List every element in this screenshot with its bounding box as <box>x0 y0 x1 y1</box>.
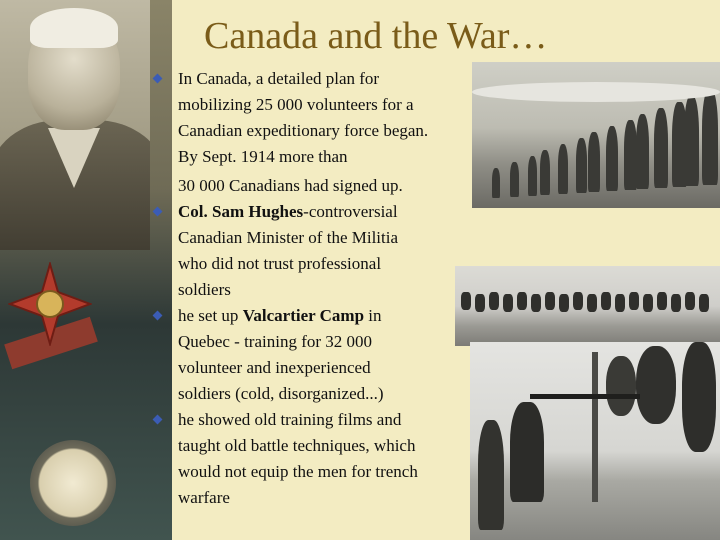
soldier-silhouette <box>654 108 668 188</box>
bayonet-scene-silhouette <box>592 352 598 502</box>
bullet-item <box>150 199 470 303</box>
horse-silhouette <box>601 292 611 310</box>
portrait-photo <box>0 0 150 250</box>
soldier-silhouette <box>636 114 649 189</box>
bullet-line <box>178 303 470 329</box>
bullet-text: Canadian expeditionary force began. <box>178 121 429 140</box>
horse-silhouette <box>699 294 709 312</box>
soldier-silhouette <box>576 138 587 193</box>
bullet-line <box>178 251 470 277</box>
bullet-text: -controversial <box>303 202 398 221</box>
bayonet-scene-silhouette <box>636 346 676 424</box>
compass-image <box>30 440 116 526</box>
soldier-silhouette <box>624 120 637 190</box>
soldier-silhouette <box>510 162 519 197</box>
horse-silhouette <box>587 294 597 312</box>
horse-silhouette <box>489 292 499 310</box>
bullet-text: Quebec - training for 32 000 <box>178 332 373 351</box>
bullet-item <box>150 303 470 407</box>
soldier-silhouette <box>606 126 618 191</box>
bullet-text: In Canada, a detailed plan for <box>178 69 380 88</box>
bullet-line <box>178 381 470 407</box>
horse-silhouette <box>503 294 513 312</box>
bullet-text: would not equip the men for trench <box>178 462 418 481</box>
horse-silhouette <box>461 292 471 310</box>
bullet-text: soldiers <box>178 280 231 299</box>
bullet-line <box>178 225 470 251</box>
diamond-bullet-icon <box>153 311 163 321</box>
bullet-bold-text: Valcartier Camp <box>242 306 365 325</box>
medal-image <box>8 262 92 346</box>
horse-silhouette <box>545 292 555 310</box>
bullet-text: mobilizing 25 000 volunteers for a <box>178 95 414 114</box>
soldier-silhouette <box>684 96 699 186</box>
horse-silhouette <box>573 292 583 310</box>
bullet-text: soldiers (cold, disorganized...) <box>178 384 384 403</box>
bullet-line <box>178 199 470 225</box>
horse-silhouette <box>671 294 681 312</box>
bullet-text: By Sept. 1914 more than <box>178 147 348 166</box>
bayonet-training-photo <box>470 342 720 540</box>
diamond-bullet-icon <box>153 415 163 425</box>
soldier-silhouette <box>558 144 568 194</box>
bullet-line <box>178 459 470 485</box>
horse-silhouette <box>629 292 639 310</box>
left-decorative-strip <box>0 0 172 540</box>
soldier-silhouette <box>540 150 550 195</box>
slide-title: Canada and the War… <box>204 15 548 57</box>
soldier-silhouette <box>702 90 718 185</box>
bullet-line <box>178 277 470 303</box>
bullet-item <box>150 407 470 511</box>
bullet-text: volunteer and inexperienced <box>178 358 371 377</box>
bullet-line <box>178 433 470 459</box>
bullet-line <box>178 355 470 381</box>
bayonet-scene-silhouette <box>682 342 716 452</box>
cavalry-camp-photo <box>455 266 720 346</box>
bullet-line <box>178 173 470 199</box>
bullet-text: he set up <box>178 306 243 325</box>
bullet-text: he showed old training films and <box>178 410 402 429</box>
horse-silhouette <box>475 294 485 312</box>
horse-silhouette <box>685 292 695 310</box>
bullet-line <box>178 66 470 92</box>
bullet-text: 30 000 Canadians had signed up. <box>178 176 403 195</box>
diamond-bullet-icon <box>153 74 163 84</box>
bullet-text: taught old battle techniques, which <box>178 436 416 455</box>
bullet-text: warfare <box>178 488 230 507</box>
marching-soldiers-photo <box>472 62 720 208</box>
soldier-silhouette <box>492 168 500 198</box>
bullet-line <box>178 144 470 170</box>
bullet-text: Canadian Minister of the Militia <box>178 228 399 247</box>
tent-silhouette <box>472 82 720 102</box>
horse-silhouette <box>531 294 541 312</box>
bayonet-scene-silhouette <box>510 402 544 502</box>
bullet-line <box>178 92 470 118</box>
bullet-list <box>150 66 470 511</box>
bullet-text: in <box>364 306 382 325</box>
horse-silhouette <box>517 292 527 310</box>
bullet-line <box>178 485 470 511</box>
bayonet-scene-silhouette <box>606 356 636 416</box>
bayonet-scene-silhouette <box>530 394 640 399</box>
bullet-line <box>178 407 470 433</box>
soldier-silhouette <box>588 132 600 192</box>
soldier-silhouette <box>528 156 537 196</box>
horse-silhouette <box>615 294 625 312</box>
horse-silhouette <box>559 294 569 312</box>
bullet-line <box>178 118 470 144</box>
bullet-line <box>178 329 470 355</box>
bullet-bold-text: Col. Sam Hughes <box>178 202 304 221</box>
bullet-item <box>150 66 470 199</box>
bayonet-scene-silhouette <box>478 420 504 530</box>
bullet-text: who did not trust professional <box>178 254 382 273</box>
horse-silhouette <box>657 292 667 310</box>
diamond-bullet-icon <box>153 207 163 217</box>
horse-silhouette <box>643 294 653 312</box>
